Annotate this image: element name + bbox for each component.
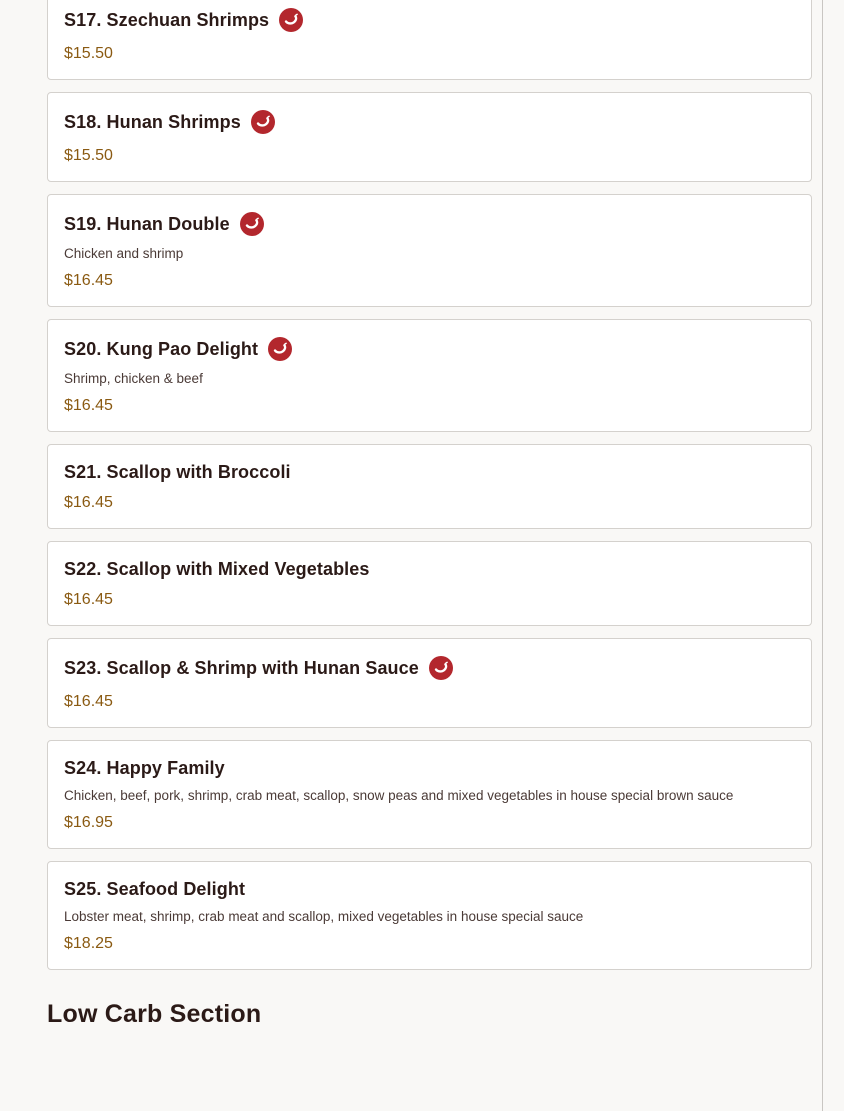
menu-item-description: Lobster meat, shrimp, crab meat and scallop, mixed vegetables in house special sauce	[64, 909, 584, 924]
page-divider	[822, 0, 823, 1111]
chili-pepper-icon	[429, 656, 453, 680]
menu-item-card[interactable]	[47, 861, 812, 970]
menu-item-price: $16.45	[64, 591, 113, 608]
menu-item-title: S20. Kung Pao Delight	[64, 338, 259, 359]
menu-item-title-row	[64, 878, 795, 900]
menu-item-price: $15.50	[64, 45, 113, 62]
menu-item-title-row	[64, 109, 795, 135]
menu-item-title: S19. Hunan Double	[64, 213, 230, 234]
menu-item-description: Shrimp, chicken & beef	[64, 371, 203, 386]
menu-item-price: $15.50	[64, 147, 113, 164]
menu-item-title-row	[64, 336, 795, 362]
menu-item-title-row	[64, 757, 795, 779]
menu-item-title: S23. Scallop & Shrimp with Hunan Sauce	[64, 657, 419, 678]
menu-item-title: S18. Hunan Shrimps	[64, 111, 241, 132]
menu-item-card[interactable]	[47, 92, 812, 182]
menu-item-price: $16.95	[64, 814, 113, 831]
menu-item-price: $18.25	[64, 935, 113, 952]
menu-item-card[interactable]	[47, 444, 812, 529]
menu-item-card[interactable]	[47, 740, 812, 849]
chili-pepper-icon	[268, 337, 292, 361]
chili-pepper-icon	[279, 8, 303, 32]
menu-item-card[interactable]	[47, 638, 812, 728]
menu-item-card[interactable]	[47, 0, 812, 80]
menu-item-title: S24. Happy Family	[64, 757, 225, 778]
chili-pepper-icon	[251, 110, 275, 134]
menu-item-title: S22. Scallop with Mixed Vegetables	[64, 558, 370, 579]
menu-list	[47, 0, 812, 1029]
menu-item-title: S25. Seafood Delight	[64, 878, 246, 899]
chili-pepper-icon	[240, 212, 264, 236]
menu-item-card[interactable]	[47, 541, 812, 626]
menu-item-title: S21. Scallop with Broccoli	[64, 461, 291, 482]
menu-item-title-row	[64, 655, 795, 681]
menu-items	[47, 0, 812, 970]
menu-item-title-row	[64, 461, 795, 483]
menu-item-title: S17. Szechuan Shrimps	[64, 9, 270, 30]
menu-item-price: $16.45	[64, 272, 113, 289]
menu-item-title-row	[64, 7, 795, 33]
menu-item-card[interactable]	[47, 319, 812, 432]
menu-item-title-row	[64, 558, 795, 580]
menu-item-title-row	[64, 211, 795, 237]
menu-item-price: $16.45	[64, 693, 113, 710]
menu-item-price: $16.45	[64, 397, 113, 414]
menu-item-description: Chicken and shrimp	[64, 246, 184, 261]
menu-item-card[interactable]	[47, 194, 812, 307]
menu-item-description: Chicken, beef, pork, shrimp, crab meat, scallop, snow peas and mixed vegetables in house special brown sauce	[64, 788, 734, 803]
section-heading: Low Carb Section	[47, 1000, 262, 1028]
menu-item-price: $16.45	[64, 494, 113, 511]
